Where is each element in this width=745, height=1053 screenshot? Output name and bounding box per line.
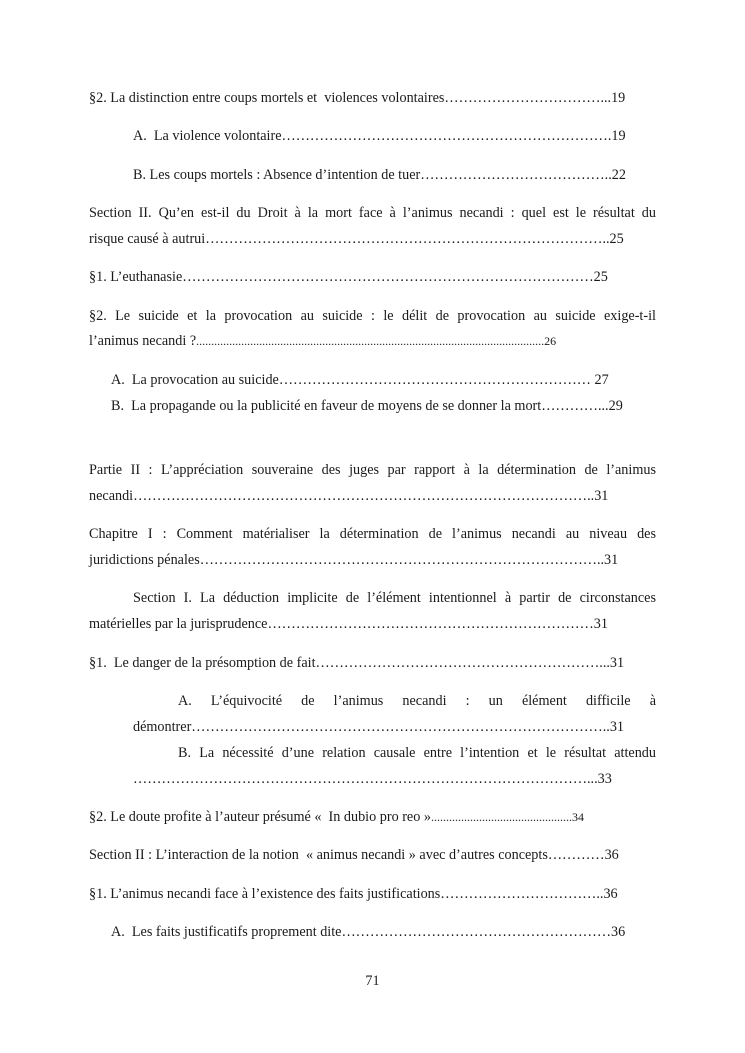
toc-entry: §2. Le suicide et la provocation au suicide : le délit de provocation au suicide exige-t-il [89, 308, 656, 324]
toc-entry: Section II : L’interaction de la notion « animus necandi » avec d’autres concepts…………36 [89, 847, 619, 863]
toc-entry: A. Les faits justificatifs proprement dite…………………………………………………36 [111, 924, 626, 940]
toc-entry: Partie II : L’appréciation souveraine des juges par rapport à la détermination de l’animus [89, 462, 656, 478]
toc-entry: §1. L’euthanasie……………………………………………………………………………25 [89, 269, 608, 285]
toc-entry: §1. Le danger de la présomption de fait……………………………………………………...31 [89, 655, 625, 671]
toc-entry: A. La violence volontaire…………………………………………………………….19 [133, 128, 626, 144]
toc-entry: risque causé à autrui…………………………………………………………………………..25 [89, 231, 624, 247]
toc-entry: necandi……………………………………………………………………………………..31 [89, 488, 609, 504]
toc-entry: Chapitre I : Comment matérialiser la détermination de l’animus necandi au niveau des [89, 526, 656, 542]
toc-entry-dots: ...............................................34 [430, 810, 584, 824]
toc-entry: juridictions pénales…………………………………………………………………………..31 [89, 552, 619, 568]
toc-entry: B. Les coups mortels : Absence d’intention de tuer…………………………………..22 [133, 167, 626, 183]
toc-entry: §2. La distinction entre coups mortels et violences volontaires……………………………...19 [89, 90, 626, 106]
toc-entry [89, 808, 584, 826]
toc-entry: démontrer……………………………………………………………………………..31 [133, 719, 625, 735]
toc-entry-text: l’animus necandi ? [89, 333, 197, 349]
toc-entry: A. La provocation au suicide………………………………………………………… 27 [111, 372, 609, 388]
toc-entry: Section II. Qu’en est-il du Droit à la mort face à l’animus necandi : quel est le résultat du [89, 205, 656, 221]
toc-entry-text: §2. Le doute profite à l’auteur présumé « In dubio pro reo » [89, 809, 431, 825]
toc-entry: matérielles par la jurisprudence……………………………………………………………31 [89, 616, 608, 632]
toc-entry: B. La nécessité d’une relation causale entre l’intention et le résultat attendu [178, 745, 656, 761]
toc-entry: §1. L’animus necandi face à l’existence des faits justifications……………………………..36 [89, 886, 618, 902]
toc-entry: A. L’équivocité de l’animus necandi : un élément difficile à [178, 693, 656, 709]
page-number: 71 [365, 973, 380, 989]
toc-entry: ……………………………………………………………………………………...33 [133, 771, 612, 787]
toc-entry: Section I. La déduction implicite de l’élément intentionnel à partir de circonstances [133, 590, 656, 606]
toc-entry [89, 332, 556, 350]
toc-entry: B. La propagande ou la publicité en faveur de moyens de se donner la mort…………...29 [111, 398, 623, 414]
toc-entry-dots: ....................................................................................................................26 [196, 334, 557, 348]
